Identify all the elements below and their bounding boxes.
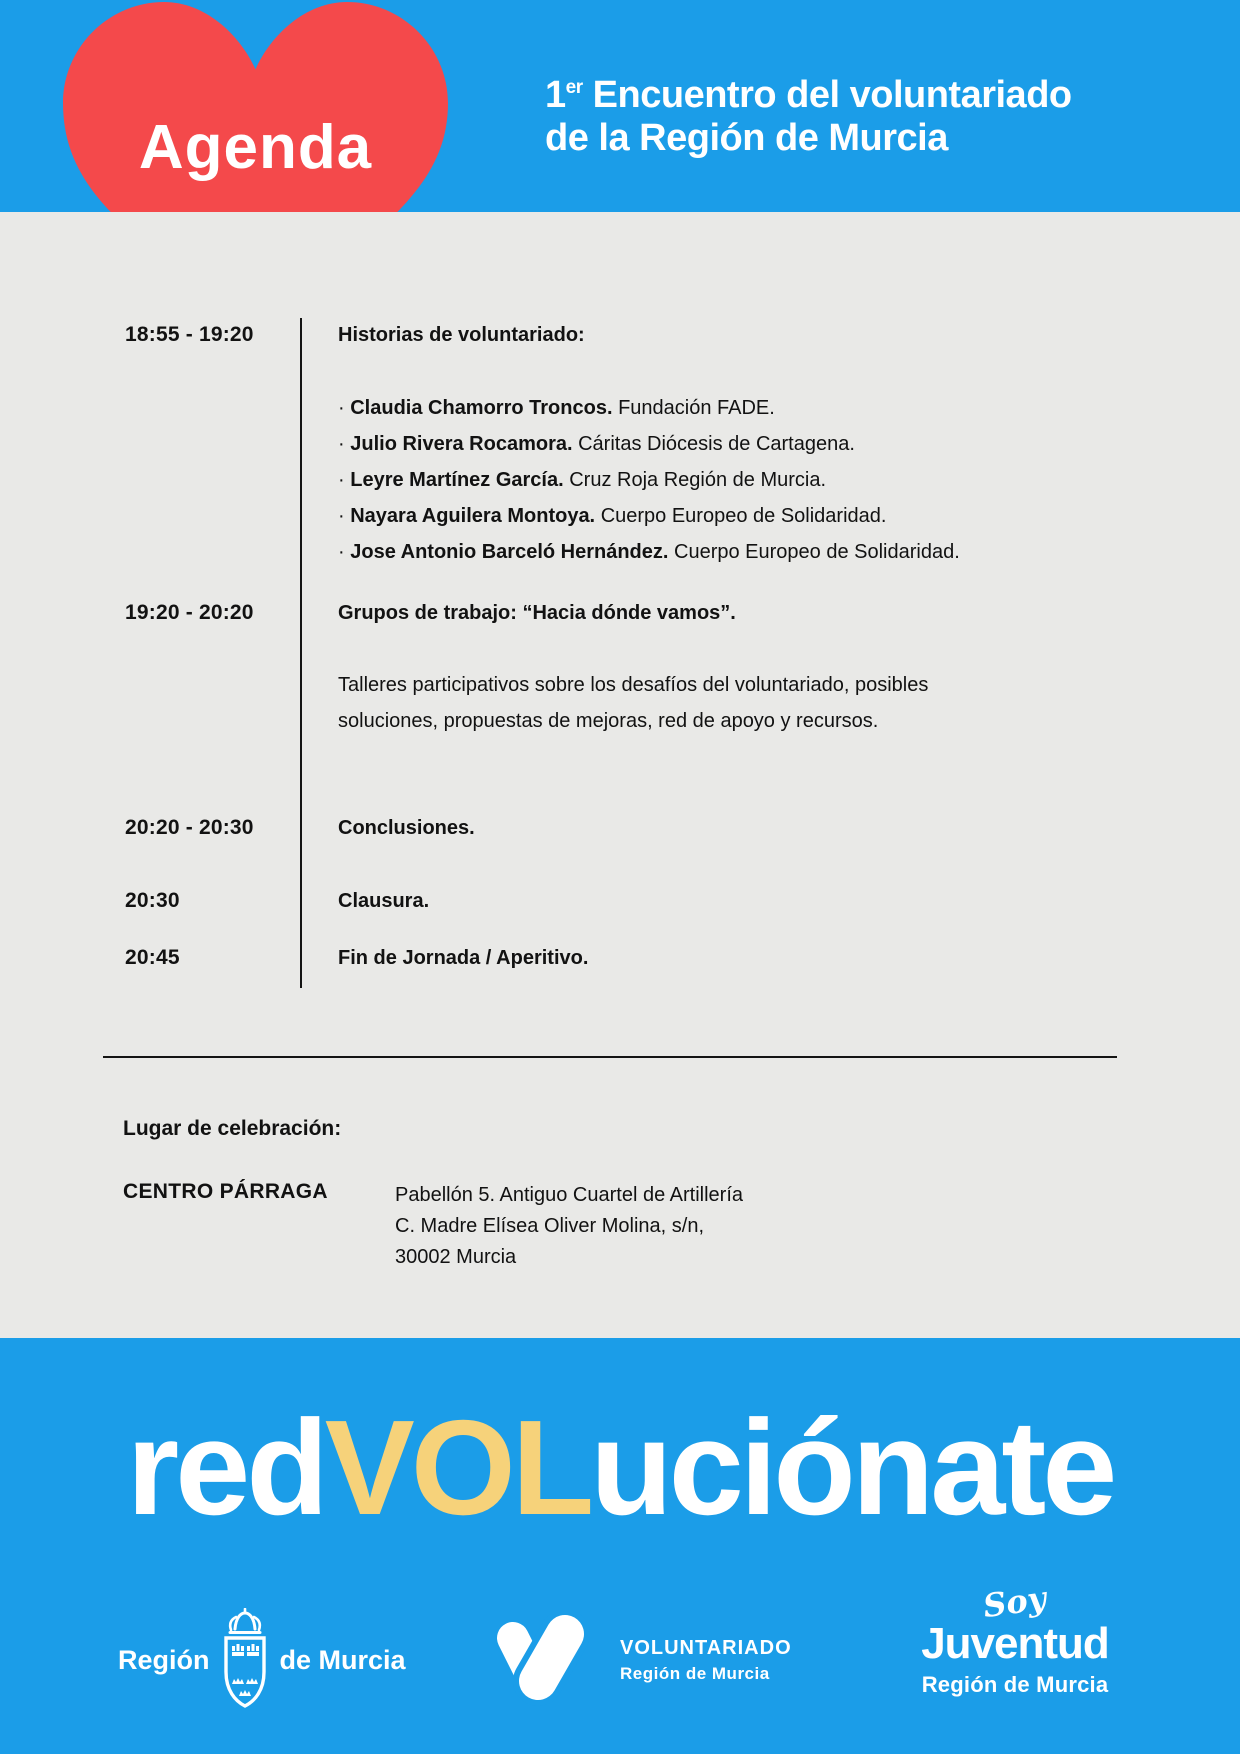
slot-title-1: Historias de voluntariado: [338,324,585,346]
bullet: · [338,469,345,491]
venue-label: Lugar de celebración: [123,1117,342,1140]
event-title-line2: de la Región de Murcia [545,117,948,159]
event-title [545,66,1072,160]
slot-description-2: Talleres participativos sobre los desafíos del voluntariado, posibles soluciones, propuestas de mejoras, red de apoyo y recursos. [338,674,929,732]
speaker-org: Cruz Roja Región de Murcia. [569,469,827,491]
venue-address-line2: C. Madre Elísea Oliver Molina, s/n, [395,1215,704,1237]
juventud-logo-line1: Juventud [921,1619,1109,1668]
wordmark-red: red [126,1392,325,1543]
slot-title-4: Clausura. [338,890,430,912]
header-band [0,0,1240,212]
agenda-title: Agenda [138,113,373,182]
section-divider-rule [103,1056,1117,1058]
wordmark-ucionate: uciónate [590,1392,1114,1543]
speaker-org: Cuerpo Europeo de Solidaridad. [674,541,960,563]
speaker-row [338,462,960,498]
bullet: · [338,541,345,563]
speaker-name: Julio Rivera Rocamora. [350,433,573,455]
region-logo-right-text: de Murcia [279,1644,406,1675]
redvolucionate-wordmark [0,1392,1240,1543]
footer-band [0,1338,1240,1754]
speaker-name: Claudia Chamorro Troncos. [350,397,613,419]
slot-time-4: 20:30 [125,889,180,912]
slot-time-5: 20:45 [125,946,180,969]
slot-time-2: 19:20 - 20:20 [125,601,254,624]
speaker-org: Cuerpo Europeo de Solidaridad. [600,505,887,527]
event-title-line1-text: Encuentro del voluntariado [592,74,1072,116]
juventud-logo [895,1578,1135,1697]
speaker-name: Jose Antonio Barceló Hernández. [350,541,669,563]
bullet: · [338,397,345,419]
voluntariado-logo-line1: VOLUNTARIADO [620,1636,792,1659]
voluntariado-logo-line2: Región de Murcia [620,1663,770,1683]
speaker-row [338,498,960,534]
event-title-line1 [545,66,1072,117]
speaker-row [338,534,960,570]
event-title-number: 1 [545,74,566,116]
speaker-name: Leyre Martínez García. [350,469,564,491]
venue-name: CENTRO PÁRRAGA [123,1180,328,1203]
slot-title-3: Conclusiones. [338,817,475,839]
speaker-row [338,390,960,426]
speaker-list [338,390,960,570]
slot-title-2: Grupos de trabajo: “Hacia dónde vamos”. [338,602,736,624]
voluntariado-logo [486,1614,792,1706]
bullet: · [338,505,345,527]
speaker-name: Nayara Aguilera Montoya. [350,505,596,527]
speaker-row [338,426,960,462]
juventud-logo-script: Soy [981,1578,1049,1626]
speaker-org: Cáritas Diócesis de Cartagena. [578,433,855,455]
slot-time-1: 18:55 - 19:20 [125,323,254,346]
bullet: · [338,433,345,455]
voluntariado-logo-text [620,1637,792,1684]
venue-address [395,1180,743,1273]
region-de-murcia-crest-icon [218,1608,272,1712]
voluntariado-v-icon [486,1614,596,1706]
slot-time-3: 20:20 - 20:30 [125,816,254,839]
speaker-org: Fundación FADE. [618,397,775,419]
venue-address-line3: 30002 Murcia [395,1246,517,1268]
wordmark-vol: VOL [324,1392,591,1543]
event-title-ordinal: er [565,77,583,98]
schedule-divider-line [300,318,302,988]
region-logo-left-text: Región [118,1644,210,1675]
slot-title-5: Fin de Jornada / Aperitivo. [338,947,589,969]
juventud-logo-line2: Región de Murcia [921,1672,1109,1697]
venue-address-line1: Pabellón 5. Antiguo Cuartel de Artillería [395,1184,743,1206]
region-de-murcia-logo [118,1610,406,1710]
